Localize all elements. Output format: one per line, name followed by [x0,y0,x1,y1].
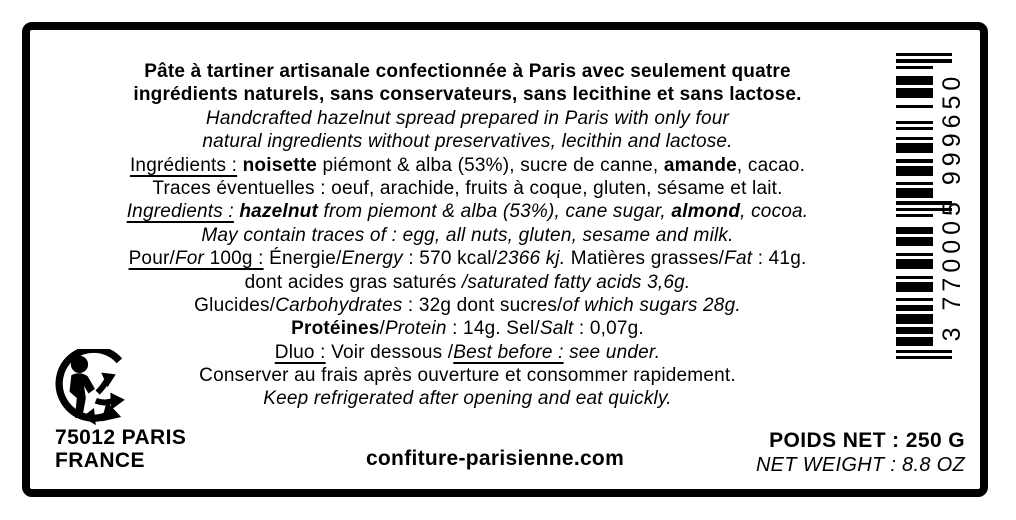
label-text-line: Keep refrigerated after opening and eat quickly. [263,388,672,410]
address-line-1: 75012 PARIS [55,426,187,449]
label-text-line: Glucides/Carbohydrates : 32g dont sucres/of which sugars 28g. [194,294,741,316]
label-text-line: Protéines/Protein : 14g. Sel/Salt : 0,07g. [291,318,644,340]
body-text [45,60,890,411]
label-text-line: Traces éventuelles : oeuf, arachide, fruits à coque, gluten, sésame et lait. [152,177,783,199]
label-text-line: Ingrédients : noisette piémont & alba (53%), sucre de canne, amande, cacao. [129,154,806,176]
label-text-line: ingrédients naturels, sans conservateurs, sans lecithine et sans lactose. [133,84,802,106]
net-weight-fr: POIDS NET : 250 G [769,429,965,452]
label-text-line: May contain traces of : egg, all nuts, gluten, sesame and milk. [201,224,734,246]
label-text-line: Conserver au frais après ouverture et consommer rapidement. [199,365,736,387]
triman-recycling-icon [48,349,140,427]
website-text: confiture-parisienne.com [365,447,625,470]
label-text-line: Pâte à tartiner artisanale confectionnée à Paris avec seulement quatre [144,61,791,82]
net-weight-block [756,429,965,477]
net-weight-en: NET WEIGHT : 8.8 OZ [755,454,965,476]
label-text-line: Pour/For 100g : Énergie/Energy : 570 kcal/2366 kj. Matières grasses/Fat : 41g. [128,248,807,270]
address-line-2: FRANCE [55,449,145,472]
label-text-line: Ingredients : hazelnut from piemont & alba (53%), cane sugar, almond, cocoa. [126,201,809,223]
label-text-line: Handcrafted hazelnut spread prepared in Paris with only four [205,107,730,129]
barcode-number: 3 770005 999650 [938,71,966,342]
label-text-line: dont acides gras saturés /saturated fatty acids 3,6g. [244,271,691,293]
label-text-line: Dluo : Voir dessous /Best before : see under. [274,341,661,363]
label-text-line: natural ingredients without preservatives, lecithin and lactose. [202,131,733,153]
barcode [896,53,970,360]
